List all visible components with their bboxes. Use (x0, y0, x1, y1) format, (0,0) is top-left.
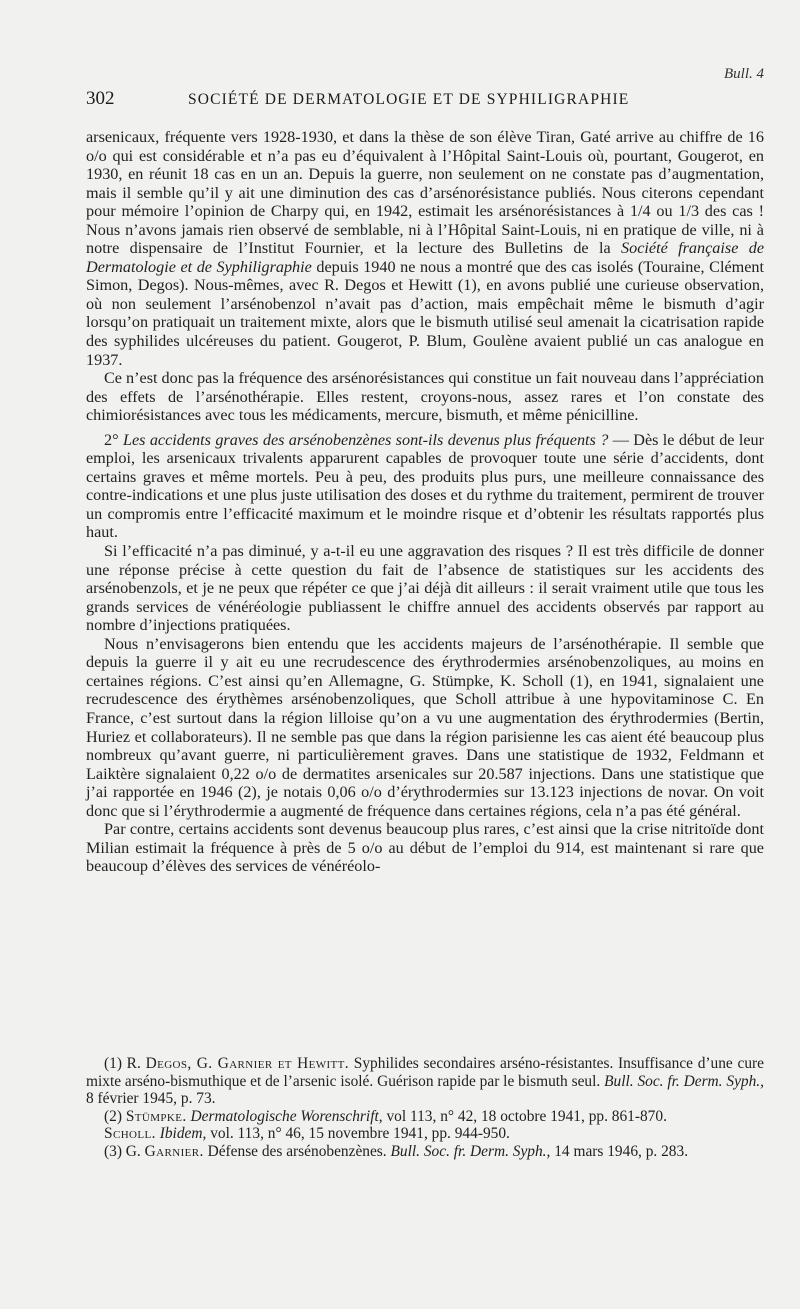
footnote-1-date: 8 février 1945, p. 73. (86, 1090, 216, 1108)
footnote-3-title: Défense des arsénobenzènes. (207, 1142, 387, 1160)
paragraph-6: Par contre, certains accidents sont devenus beaucoup plus rares, c’est ainsi que la crise nitritoïde dont Milian estimait la fréquence à près de 5 o/o au début de l’emploi du 914, est maintenant si rare que beaucoup d’élèves des services de vénéréolo- (86, 820, 764, 876)
footnote-2b (86, 1125, 764, 1143)
footnote-2-date: vol 113, n° 42, 18 octobre 1941, pp. 861-870. (386, 1107, 667, 1125)
paragraph-1-text: arsenicaux, fréquente vers 1928-1930, et dans la thèse de son élève Tiran, Gaté arrive au chiffre de 16 o/o qui est considérable et n’a pas eu d’équivalent à l’Hôpital Saint-Louis où, pourtant, Gougerot, en 1930, en réunit 18 cas en un an. Depuis la guerre, non seulement on ne constate pas d’augmentation, mais il semble qu’il y ait une diminution des cas d’arsénorésistance publiés. Nous citerons cependant pour mémoire l’opinion de Charpy qui, en 1942, estimait les arsénorésistances à 1/4 ou 1/3 des cas ! Nous n’avons jamais rien observé de semblable, ni à l’Hôpital Saint-Louis, ni en pratique de ville, ni à notre dispensaire de l’Institut Fournier, et la lecture des Bulletins de la (86, 128, 764, 258)
footnote-2b-date: vol. 113, n° 46, 15 novembre 1941, pp. 944-950. (210, 1125, 510, 1143)
footnote-2-journal: Dermatologische Worenschrift, (190, 1107, 383, 1125)
footnote-1-authors: Degos, G. Garnier et Hewitt. (145, 1055, 350, 1072)
footnote-3 (86, 1143, 764, 1161)
paragraph-1-society-title: Société française de Dermatologie et de Syphiligraphie (86, 239, 765, 276)
body-text (86, 128, 764, 876)
footnote-2 (86, 1108, 764, 1126)
footnote-3-marker: (3) G. (104, 1142, 141, 1160)
footnote-2-marker: (2) (104, 1107, 122, 1125)
section-number: 2° (104, 430, 119, 449)
paragraph-4: Si l’efficacité n’a pas diminué, y a-t-il eu une aggravation des risques ? Il est très difficile de donner une réponse précise à cette question du fait de l’absence de statistiques sur les accidents des arsénobenzols, et je ne peux que répéter ce que j’ai déjà dit ailleurs : il serait vraiment utile que tous les grands services de vénéréologie publiassent le chiffre annuel des accidents observés par rapport au nombre d’injections pratiquées. (86, 542, 764, 635)
footnote-1-title: Syphilides secondaires arséno-résistantes. Insuffisance d’une cure mixte arséno-bismuthique et de l’arsenic isolé. Guérison rapide par le bismuth seul. (86, 1055, 764, 1090)
running-head: SOCIÉTÉ DE DERMATOLOGIE ET DE SYPHILIGRAPHIE (188, 91, 630, 108)
paragraph-2: Ce n’est donc pas la fréquence des arsénorésistances qui constitue un fait nouveau dans l’appréciation des effets de l’arsénothérapie. Elles restent, croyons-nous, assez rares et l’on constate des chimiorésistances avec tous les médicaments, mercure, bismuth, et même pénicilline. (86, 369, 764, 425)
footnote-2b-author: Scholl. (104, 1125, 156, 1143)
paragraph-5: Nous n’envisagerons bien entendu que les accidents majeurs de l’arsénothérapie. Il semble que depuis la guerre il y ait eu une recrudescence des érythrodermies arsénobenzoliques, au moins en certaines régions. C’est ainsi qu’en Allemagne, G. Stümpke, K. Scholl (1), en 1941, signalaient une recrudescence des érythèmes arsénobenzoliques, que Scholl attribue à une hypovitaminose C. En France, c’est surtout dans la région lilloise qu’on a vu une augmentation des érythrodermies (Bertin, Huriez et collaborateurs). Il ne semble pas que dans la région parisienne les cas aient été beaucoup plus nombreux qu’avant guerre, ni particulièrement graves. Dans une statistique de 1932, Feldmann et Laiktère signalaient 0,22 o/o de dermatites arsenicales sur 20.587 injections. Dans une statistique que j’ai rapportée en 1946 (2), je notais 0,06 o/o d’érythrodermies sur 13.123 injections de novar. On voit donc que si l’érythrodermie a augmenté de fréquence dans certaines régions, cela n’a pas été général. (86, 634, 764, 820)
paragraph-1-continuation: depuis 1940 ne nous a montré que des cas isolés (Touraine, Clément Simon, Degos). Nous-mêmes, avec R. Degos et Hewitt (1), en avons publié une curieuse observation, où non seulement l’arsénobenzol n’avait pas d’action, mais empêchait même le bismuth d’agir lorsqu’on pratiquait un traitement mixte, alors que le bismuth utilisé seul amenait la cicatrisation rapide des syphilides ulcéreuses du patient. Gougerot, P. Blum, Goulène avaient publié un cas analogue en 1937. (86, 257, 764, 369)
footnote-3-author: Garnier. (144, 1142, 204, 1160)
footnotes (86, 1055, 764, 1161)
paragraph-3 (86, 431, 764, 542)
page-header (86, 88, 764, 112)
paragraph-3-text: — Dès le début de leur emploi, les arsenicaux trivalents apparurent capables de provoquer toute une série d’accidents, dont certains graves et même mortels. Peu à peu, des produits plus purs, une meilleure connaissance des contre-indications et une plus juste utilisation des doses et du rythme du traitement, permirent de trouver un compromis entre l’efficacité maximum et le moindre risque et d’obtenir les résultats rapportés plus haut. (86, 430, 765, 542)
footnote-2b-journal: Ibidem, (159, 1125, 207, 1143)
bulletin-reference: Bull. 4 (724, 66, 764, 82)
footnote-3-date: 14 mars 1946, p. 283. (554, 1142, 689, 1160)
footnote-3-journal: Bull. Soc. fr. Derm. Syph., (390, 1142, 551, 1160)
footnote-1-marker: (1) R. (104, 1055, 141, 1072)
page-number: 302 (86, 88, 115, 109)
footnote-1-journal: Bull. Soc. fr. Derm. Syph., (604, 1072, 764, 1090)
section-heading: Les accidents graves des arsénobenzènes sont-ils devenus plus fréquents ? (122, 430, 609, 449)
footnote-1 (86, 1055, 764, 1108)
footnote-2-author: Stümpke. (125, 1107, 187, 1125)
paragraph-1 (86, 128, 764, 369)
